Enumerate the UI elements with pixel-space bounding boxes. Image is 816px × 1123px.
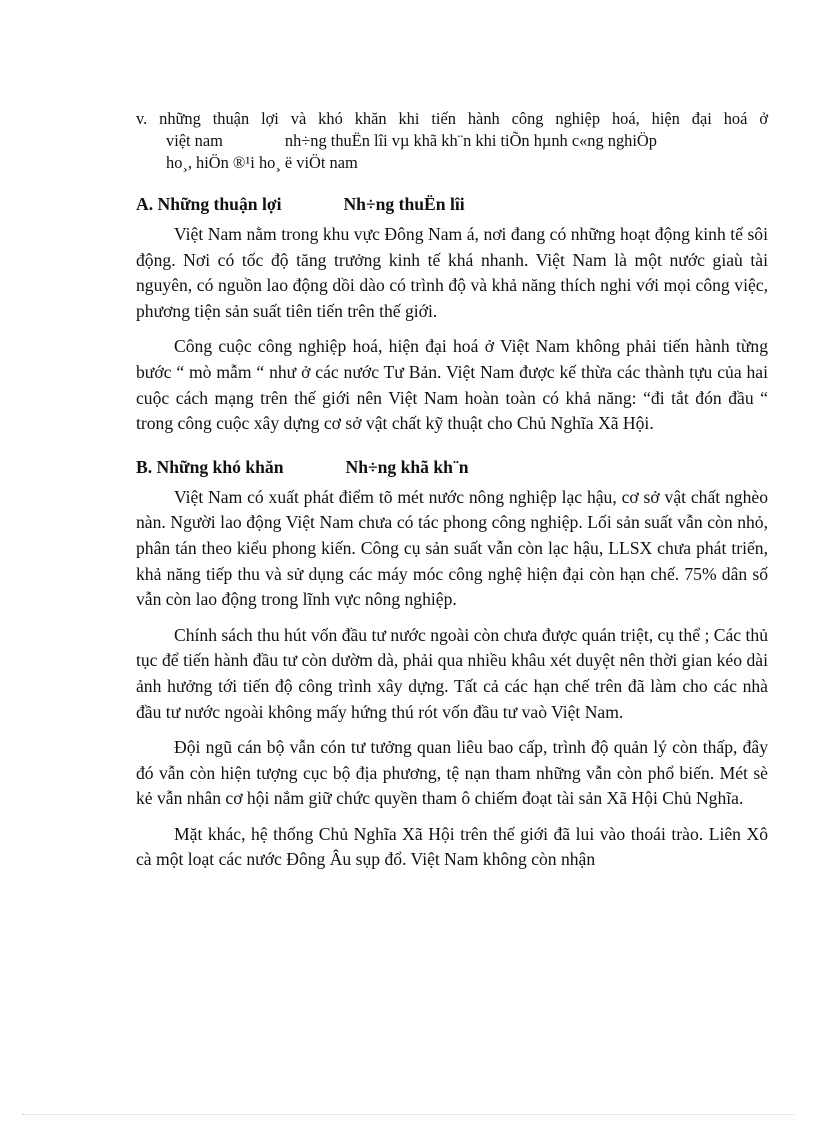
section-b-heading-garbled: Nh÷ng khã kh¨n <box>345 456 469 477</box>
section-b-heading <box>136 455 768 479</box>
paragraph: Việt Nam nằm trong khu vực Đông Nam á, nơi đang có những hoạt động kinh tế sôi động. Nơi có tốc độ tăng trưởng kinh tế khá nhanh. Việt Nam là một nước giaù tài nguyên, có nguồn lao động dồi dào có trình độ và khả năng thích nghi với mọi công việc, phương tiện sản suất tiên tiến trên thế giới. <box>136 224 768 321</box>
paragraph: Chính sách thu hút vốn đầu tư nước ngoài còn chưa được quán triệt, cụ thể ; Các thủ tục để tiến hành đầu tư còn dườm dà, phải qua nhiều khâu xét duyệt nên thời gian kéo dài ảnh hưởng tới tiến độ công trình xây dựng. Tất cả các hạn chế trên đã làm cho các nhà đầu tư nước ngoài không mấy hứng thú rót vốn đầu tư vaò Việt Nam. <box>136 624 768 722</box>
document-page <box>136 108 768 883</box>
paragraph: Mặt khác, hệ thống Chủ Nghĩa Xã Hội trên thế giới đã lui vào thoái trào. Liên Xô cà một loạt các nước Đông Âu sụp đổ. Việt Nam không còn nhận <box>136 823 768 870</box>
paragraph: Công cuộc công nghiệp hoá, hiện đại hoá ở Việt Nam không phải tiến hành từng bước “ mò mẫm “ như ở các nước Tư Bản. Việt Nam được kế thừa các thành tựu của hai cuộc cách mạng trên thế giới nên Việt Nam hoàn toàn có khả năng: “đi tắt đón đầu “ trong công cuộc xây dựng cơ sở vật chất kỹ thuật cho Chủ Nghĩa Xã Hội. <box>136 336 768 434</box>
page-bottom-rule <box>22 1114 794 1115</box>
chapter-title-line-2 <box>136 130 768 152</box>
chapter-title-line-1: v. những thuận lợi và khó khăn khi tiến hành công nghiệp hoá, hiện đại hoá ở <box>136 109 768 128</box>
section-a-heading <box>136 192 768 216</box>
paragraph: Đội ngũ cán bộ vẫn cón tư tưởng quan liêu bao cấp, trình độ quản lý còn thấp, đây đó vẫn còn hiện tượng cục bộ địa phương, tệ nạn tham những vẫn còn phổ biến. Mét sè kẻ vẫn nhân cơ hội nắm giữ chức quyền tham ô chiếm đoạt tài sản Xã Hội Chủ Nghĩa. <box>136 737 768 809</box>
paragraph: Việt Nam có xuất phát điểm tõ mét nước nông nghiệp lạc hậu, cơ sở vật chất nghèo nàn. Người lao động Việt Nam chưa có tác phong công nghiệp. Lối sản suất vẫn còn nhỏ, phân tán theo kiểu phong kiến. Công cụ sản suất vẫn còn lạc hậu, LLSX chưa phát triển, khả năng tiếp thu và sử dụng các máy móc công nghệ hiện đại còn hạn chế. 75% dân số vẫn còn lao động trong lĩnh vực nông nghiệp. <box>136 486 768 610</box>
section-b-heading-text: B. Những khó khăn <box>136 456 284 477</box>
section-a-heading-garbled: Nh÷ng thuËn lîi <box>343 194 465 214</box>
chapter-title-line-2-b: nh÷ng thuËn lîi vµ khã kh¨n khi tiÕn hµnh c«ng nghiÖp <box>284 131 657 150</box>
chapter-title <box>136 108 768 174</box>
section-a-heading-text: A. Những thuận lợi <box>136 194 282 214</box>
chapter-title-line-3: ho¸, hiÖn ®¹i ho¸ ë viÖt nam <box>166 153 358 172</box>
chapter-title-line-2-a: việt nam <box>166 131 223 150</box>
